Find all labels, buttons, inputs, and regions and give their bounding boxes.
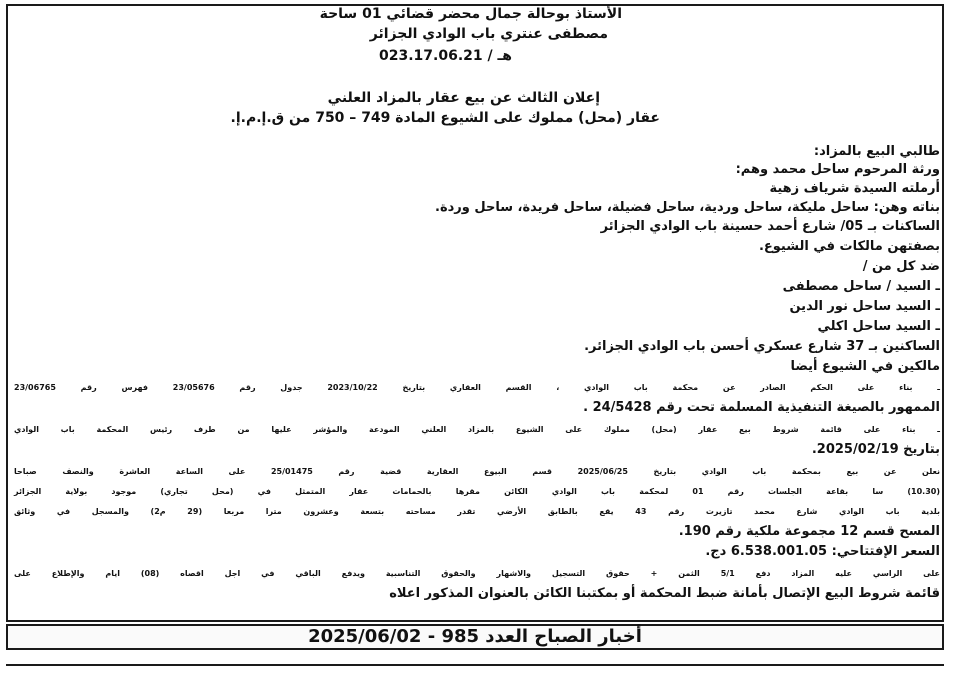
- body-line: (10.30) سا بقاعة الجلسات رقم 01 لمحكمة باب الوادي الكائن مقرها بالحمامات عقار المتمثل في (محل تجاري) موجود بولاية الجزائر: [14, 487, 940, 496]
- newspaper-issue: أخبار الصباح العدد 985 - 2025/06/02: [308, 626, 642, 647]
- bailiff-address: مصطفى عنتري باب الوادي الجزائر: [369, 26, 608, 42]
- bottom-divider: [6, 664, 944, 666]
- newspaper-footer: [6, 624, 944, 650]
- body-line: طالبي البيع بالمزاد:: [813, 144, 940, 159]
- body-line: ـ بناء على قائمة شروط بيع عقار (محل) مملوك على الشيوع بالمزاد العلني المودعة والمؤشر عليها من طرف رئيس المحكمة باب الوادي: [14, 425, 940, 434]
- body-line: المسح قسم 12 مجموعة ملكية رقم 190.: [678, 524, 940, 539]
- body-line: بصفتهن مالكات في الشيوع.: [758, 239, 940, 254]
- body-line: على الراسي عليه المزاد دفع 5/1 الثمن + حقوق التسجيل والاشهار والحقوق التناسبية ويدفع الباقي في اجل اقصاه (08) ايام والإطلاع على: [14, 569, 941, 578]
- body-line: ضد كل من /: [862, 259, 940, 274]
- opening-price: السعر الإفتتاحي: 6.538.001.05 دج.: [705, 544, 940, 559]
- body-line: مالكين في الشيوع أيضا: [790, 359, 940, 374]
- body-line: قائمة شروط البيع الإتصال بأمانة ضبط المحكمة أو بمكتبنا الكائن بالعنوان المذكور اعلاه: [389, 586, 940, 601]
- body-line: بناته وهن: ساحل مليكة، ساحل وردية، ساحل فضيلة، ساحل فريدة، ساحل وردة.: [435, 200, 940, 215]
- body-line: بتاريخ 2025/02/19.: [811, 442, 940, 457]
- body-line: ـ السيد / ساحل مصطفى: [782, 279, 940, 294]
- body-line: الممهور بالصيغة التنفيذية المسلمة تحت رقم 24/5428 .: [583, 400, 940, 415]
- body-line: ـ بناء على الحكم الصادر عن محكمة باب الوادي ، القسم العقاري بتاريخ 2023/10/22 جدول رقم 23/05676 فهرس رقم 23/06765: [14, 383, 940, 392]
- body-line: بلدية باب الوادي شارع محمد تازيرت رقم 43 يقع بالطابق الأرضي تقدر مساحته بتسعة وعشرون مترا مربعا (29 م2) والمسجل في وثائق: [14, 507, 940, 516]
- body-line: أرملته السيدة شرياف زهية: [769, 181, 940, 196]
- reference-number: هـ / 023.17.06.21: [379, 48, 512, 64]
- bailiff-office: الأستاذ بوحالة جمال محضر قضائي 01 ساحة: [319, 6, 622, 22]
- body-line: نعلن عن بيع بمحكمة باب الوادي بتاريخ 2025/06/25 قسم البيوع العقارية قضية رقم 25/01475 على الساعة العاشرة والنصف صباحا: [14, 467, 941, 476]
- body-line: ـ السيد ساحل اكلي: [817, 319, 940, 334]
- body-line: الساكنين بـ 37 شارع عسكري أحسن باب الوادي الجزائر.: [584, 339, 940, 354]
- body-line: ـ السيد ساحل نور الدين: [789, 299, 940, 314]
- notice-subtitle: عقار (محل) مملوك على الشيوع المادة 749 – 750 من ق.إ.م.إ.: [230, 110, 660, 126]
- body-line: ورثة المرحوم ساحل محمد وهم:: [735, 162, 940, 177]
- notice-title: إعلان الثالث عن بيع عقار بالمزاد العلني: [327, 90, 600, 106]
- body-line: الساكنات بـ 05/ شارع أحمد حسينة باب الوادي الجزائر: [600, 219, 940, 234]
